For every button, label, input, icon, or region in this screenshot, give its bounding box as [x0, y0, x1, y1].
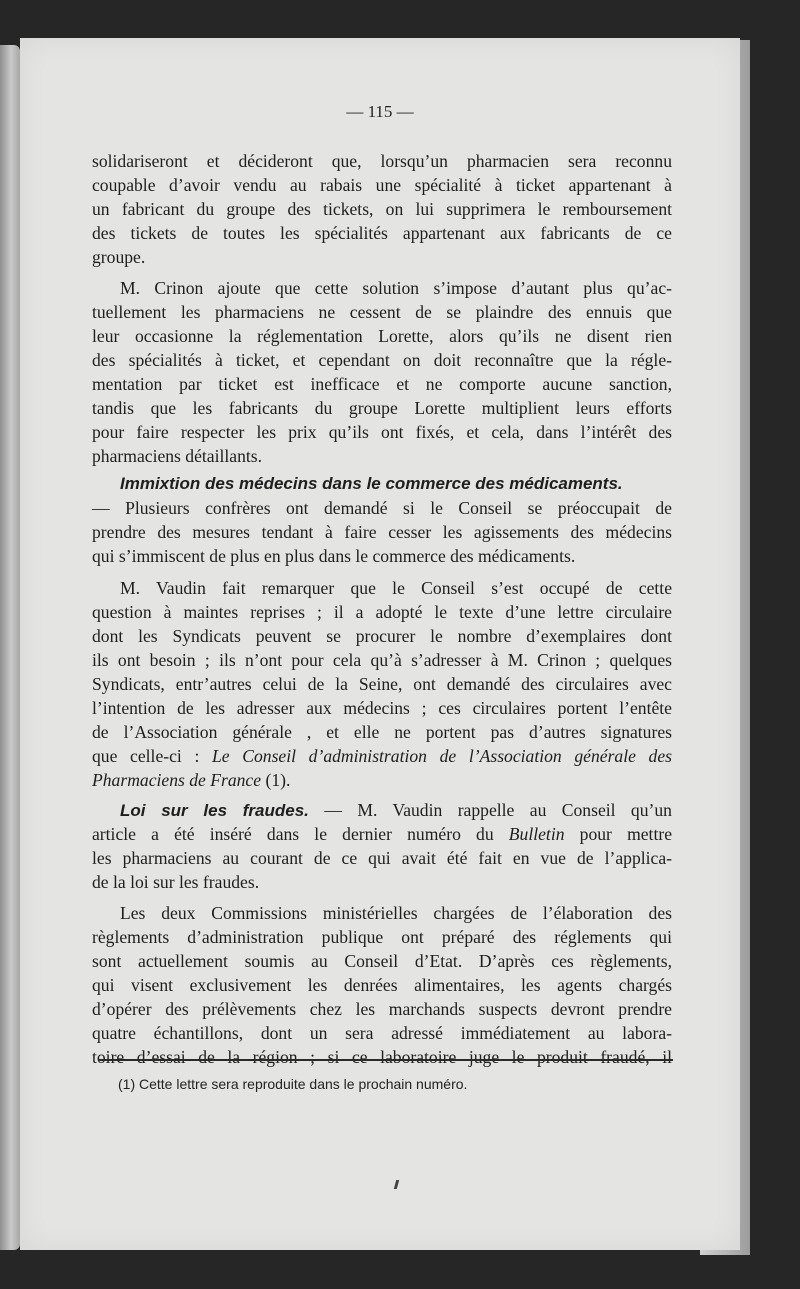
- text-line: qui visent exclusivement les denrées alimentaires, les agents chargés: [92, 975, 672, 995]
- text-span: pour mettre: [564, 824, 673, 844]
- italic-title: Pharmaciens de France: [92, 770, 262, 790]
- text-line: prendre des mesures tendant à faire cesser les agissements des médecins: [92, 522, 672, 542]
- page-number: — 115 —: [346, 102, 414, 121]
- text-line: ils ont besoin ; ils n’ont pour cela qu’à s’adresser à M. Crinon ; quelques: [92, 650, 672, 670]
- text-line: tandis que les fabricants du groupe Lorette multiplient leurs efforts: [92, 398, 672, 418]
- text-line: M. Crinon ajoute que cette solution s’impose d’autant plus qu’ac-: [120, 278, 672, 298]
- section-heading-immixtion: Immixtion des médecins dans le commerce des médicaments.: [120, 474, 623, 493]
- text-line: un fabricant du groupe des tickets, on lui supprimera le remboursement: [92, 199, 672, 219]
- text-line: dont les Syndicats peuvent se procurer le nombre d’exemplaires dont: [92, 626, 672, 646]
- text-line: les pharmaciens au courant de ce qui avait été fait en vue de l’applica-: [92, 848, 672, 868]
- text-line: question à maintes reprises ; il a adopté le texte d’une lettre circulaire: [92, 602, 672, 622]
- text-line: pharmaciens détaillants.: [92, 446, 263, 466]
- text-line: [92, 822, 672, 846]
- text-line: des spécialités à ticket, et cependant on doit reconnaître que la régle-: [92, 350, 672, 370]
- previous-page-edge: [0, 45, 20, 1250]
- section-heading-fraudes: Loi sur les fraudes.: [120, 801, 309, 820]
- footnote-divider: [98, 1059, 673, 1061]
- text-line: [120, 798, 672, 823]
- italic-title: Bulletin: [508, 824, 565, 844]
- text-line: pour faire respecter les prix qu’ils ont fixés, et cela, dans l’intérêt des: [92, 422, 672, 442]
- document-page: [20, 38, 740, 1250]
- text-line: sont actuellement soumis au Conseil d’Etat. D’après ces règlements,: [92, 951, 672, 971]
- text-line: d’opérer des prélèvements chez les marchands suspects devront prendre: [92, 999, 672, 1019]
- text-line: — Plusieurs confrères ont demandé si le Conseil se préoccupait de: [92, 498, 672, 518]
- text-span: que celle-ci :: [92, 746, 213, 766]
- text-line: coupable d’avoir vendu au rabais une spécialité à ticket appartenant à: [92, 175, 672, 195]
- text-line: de l’Association générale , et elle ne portent pas d’autres signatures: [92, 722, 672, 742]
- ink-mark: [394, 1180, 399, 1189]
- text-line: groupe.: [92, 247, 146, 267]
- text-line: des tickets de toutes les spécialités appartenant aux fabricants de ce: [92, 223, 672, 243]
- text-line: M. Vaudin fait remarquer que le Conseil s’est occupé de cette: [120, 578, 672, 598]
- text-line: solidariseront et décideront que, lorsqu’un pharmacien sera reconnu: [92, 151, 672, 171]
- text-line: Les deux Commissions ministérielles chargées de l’élaboration des: [120, 903, 672, 923]
- text-line: leur occasionne la réglementation Lorette, alors qu’ils ne disent rien: [92, 326, 672, 346]
- text-line: quatre échantillons, dont un sera adressé immédiatement au labora-: [92, 1023, 672, 1043]
- text-line: mentation par ticket est inefficace et ne comporte aucune sanction,: [92, 374, 672, 394]
- text-line: [92, 744, 672, 768]
- text-line: [92, 768, 672, 792]
- footnote-ref: (1).: [261, 770, 291, 790]
- text-line: Syndicats, entr’autres celui de la Seine, ont demandé des circulaires avec: [92, 674, 672, 694]
- footnote: (1) Cette lettre sera reproduite dans le prochain numéro.: [118, 1076, 468, 1092]
- text-line: qui s’immiscent de plus en plus dans le commerce des médicaments.: [92, 546, 576, 566]
- text-line: règlements d’administration publique ont préparé des réglements qui: [92, 927, 672, 947]
- text-line: toire d’essai de la région ; si ce laboratoire juge le produit fraudé, il: [92, 1047, 672, 1067]
- text-line: tuellement les pharmaciens ne cessent de se plaindre des ennuis que: [92, 302, 672, 322]
- text-span: — M. Vaudin rappelle au Conseil qu’un: [308, 800, 672, 820]
- text-span: article a été inséré dans le dernier numéro du: [92, 824, 509, 844]
- text-line: l’intention de les adresser aux médecins ; ces circulaires portent l’entête: [92, 698, 672, 718]
- text-line: de la loi sur les fraudes.: [92, 872, 260, 892]
- italic-title: Le Conseil d’administration de l’Association générale des: [212, 746, 673, 766]
